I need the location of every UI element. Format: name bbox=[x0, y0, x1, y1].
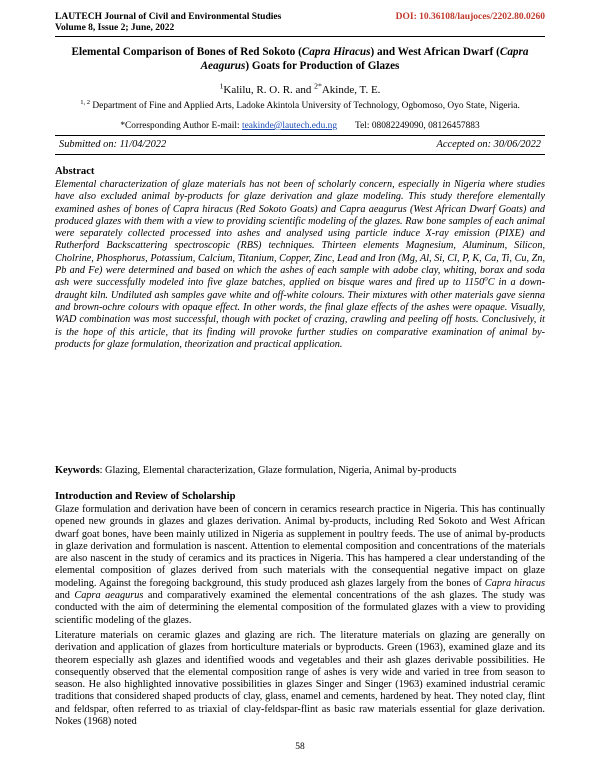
affiliation-text: Department of Fine and Applied Arts, Ladoke Akintola University of Technology, Ogbomoso, Oyo State, Nigeria. bbox=[90, 101, 520, 111]
submitted-date: Submitted on: 11/04/2022 bbox=[59, 139, 167, 150]
corresponding-contact bbox=[0, 121, 600, 131]
author-2: Akinde, T. E. bbox=[321, 84, 381, 96]
author2-sup: 2* bbox=[314, 81, 322, 91]
keywords-text: : Glazing, Elemental characterization, Glaze formulation, Nigeria, Animal by-products bbox=[99, 465, 457, 476]
header-divider bbox=[55, 36, 545, 37]
title-pre: Elemental Comparison of Bones of Red Sokoto ( bbox=[71, 46, 302, 58]
title-species-1: Capra Hiracus bbox=[301, 46, 371, 58]
author1-sup: 1 bbox=[219, 81, 224, 91]
telephone: Tel: 08082249090, 08126457883 bbox=[355, 121, 480, 131]
intro-paragraph-1 bbox=[55, 504, 545, 627]
abstract-text-1: Elemental characterization of glaze materials has not been of scholarly concern, especially in Nigeria where studies have also excluded animal by-products for glaze derivation and glaze modeling. This study therefore elementally examined ashes of bones of Capra hiracus (Red Sokoto Goats) and Capra aeagurus (West African Dwarf Goats) and produced glazes with them with a view to providing scientific modeling of the glazes. Raw bone samples of each animal were separately collected processed into ashes and analysed using particle induce X-ray emission (PIXE) and Rutherford Backscattering spectroscopic (RBS) techniques. Thirteen elements Magnesium, Aluminum, Silicon, Cholrine, Phosphorus, Potassium, Calcium, Titanium, Copper, Zinc, Lead and Iron (Mg, Al, Si, Cl, P, K, Ca, Ti, Cu, Zn, Pb and Fe) were determined and based on which the ashes of each sample with adobe clay, whiting, borax and soda ash were successfully modeled into five glaze batches, applied on bisque wares and fired up to 1150 bbox=[55, 179, 545, 289]
intro-p1-c: and comparatively examined the elemental concentrations of the ash glazes. The study was conducted with the aim of determining the elemental composition of the formulated glazes with a view to providing scientific modeling of the glazes. bbox=[55, 590, 545, 626]
keywords bbox=[55, 465, 456, 476]
intro-paragraph-2: Literature materials on ceramic glazes and glazing are rich. The literature materials on glazing are generally on derivation and application of glazes from horticulture materials or byproducts. Green (1963), examined glaze and its theorem especially ash glazes and identified woods and vegetables and their ash glazes derivable possibilities. He consequently observed that the elemental composition range of ashes is very wide and varied in tree from season to season. He also highlighted innovative possibilities in glazes Singer and Singer (1963) examined industrial ceramic traditions that considered shaped products of clay, glass, enamel and cements, hardened by heat. They noted clay, flint and feldspar, often referred to as triaxial of clay-feldspar-flint as basic raw materials essential for glaze derivation. Nokes (1968) noted bbox=[55, 630, 545, 728]
abstract-body bbox=[55, 179, 545, 351]
author-list bbox=[0, 81, 600, 96]
intro-species-2: Capra aeagurus bbox=[74, 590, 144, 602]
email-link[interactable]: teakinde@lautech.edu.ng bbox=[241, 121, 338, 131]
email-label: *Corresponding Author E-mail: bbox=[120, 121, 242, 131]
intro-p1-a: Glaze formulation and derivation have been of concern in ceramics research practice in Nigeria. This has continually opened new grounds in glazes and glazes derivation. Animal by-products, including Red Sokoto and West African dwarf goat bones, have been mainly utilized in Nigeria as supplement in poultry feeds. The use of animal by-products in glaze derivation and formulation is nascent. Attention to elemental composition and concentrations of the materials are also nascent in the study of ceramics and its practices in Nigeria. This has hampered a clear understanding of the elemental composition of glazes derived from such materials with the consequential negative impact on glaze modeling. Against the foregoing background, this study produced ash glazes largely from the bones of bbox=[55, 504, 545, 589]
abstract-text-2: C in a down-draught kiln. Undiluted ash samples gave white and off-white colours. Their mixtures with other materials gave sienna and brown-ochre colours with opaque effect. In other words, the final glaze effects of the ashes were opaque. Visually, WAD combination was most successful, though with pocket of crazing, crawling and peeling off hosts. Conclusively, it is the hope of this article, that its finding will provoke further studies on comparative examination of animal by-products for glaze formulation, theorization and practical application. bbox=[55, 277, 545, 350]
accepted-date: Accepted on: 30/06/2022 bbox=[436, 139, 541, 150]
intro-species-1: Capra hiracus bbox=[484, 577, 545, 589]
degree-sup: o bbox=[484, 274, 488, 283]
title-post: ) Goats for Production of Glazes bbox=[245, 60, 400, 72]
title-species-2: Capra Aeagurus bbox=[200, 46, 529, 72]
abstract-heading: Abstract bbox=[55, 166, 95, 177]
dates-bar bbox=[55, 135, 545, 155]
journal-name: LAUTECH Journal of Civil and Environmental Studies bbox=[55, 12, 282, 22]
title-mid: ) and West African Dwarf ( bbox=[370, 46, 500, 58]
paper-title bbox=[60, 45, 540, 73]
intro-heading: Introduction and Review of Scholarship bbox=[55, 491, 236, 502]
keywords-label: Keywords bbox=[55, 465, 100, 476]
journal-header bbox=[55, 12, 281, 34]
doi-label: DOI: 10.36108/laujoces/2202.80.0260 bbox=[395, 12, 545, 22]
author-1: Kalilu, R. O. R. and bbox=[223, 84, 315, 96]
affiliation-sup: 1, 2 bbox=[80, 98, 91, 106]
affiliation bbox=[0, 98, 600, 111]
intro-p1-b: and bbox=[55, 590, 75, 602]
page-number: 58 bbox=[295, 742, 305, 752]
journal-volume: Volume 8, Issue 2; June, 2022 bbox=[55, 23, 175, 33]
